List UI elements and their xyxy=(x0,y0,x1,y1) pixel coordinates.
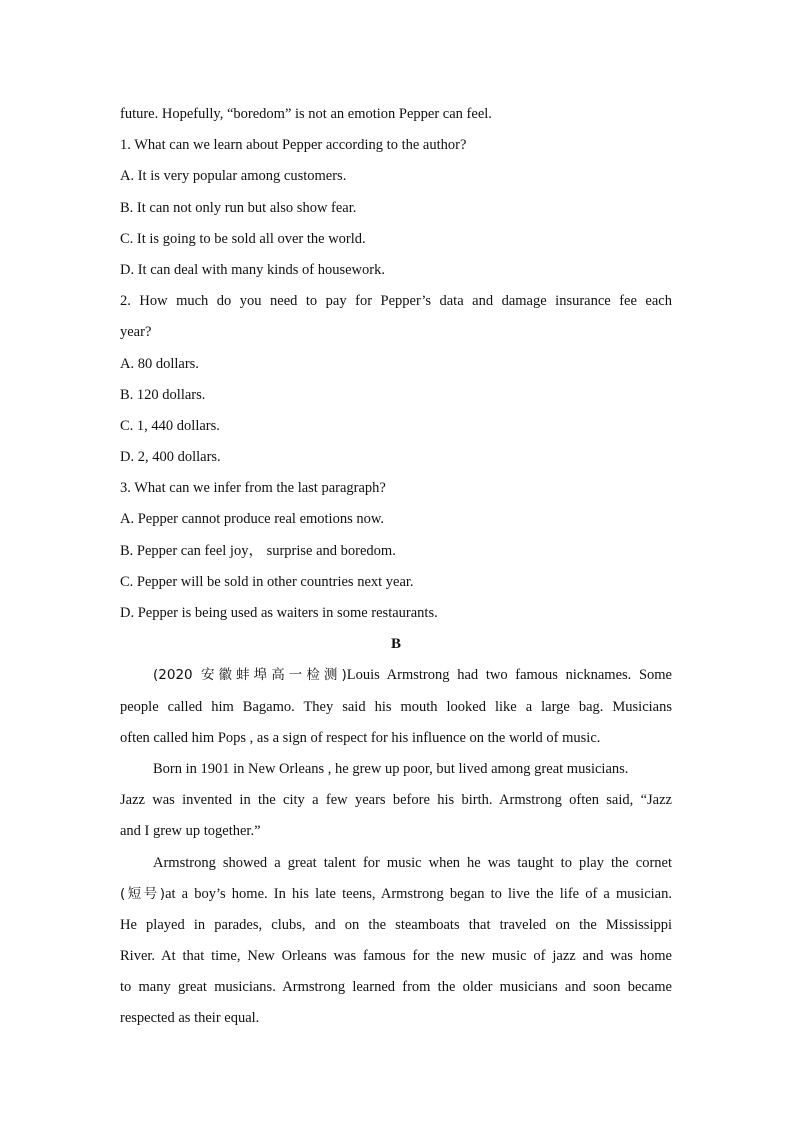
question-1-option-b: B. It can not only run but also show fear. xyxy=(120,199,357,216)
paragraph-1-line-2: people called him Bagamo. They said his mouth looked like a large bag. Musicians xyxy=(120,698,672,715)
question-1 xyxy=(120,130,672,286)
paragraph-2-line-1: Born in 1901 in New Orleans , he grew up poor, but lived among great musicians. xyxy=(153,760,629,777)
question-2-stem-line-2: year? xyxy=(120,324,152,341)
question-3-option-b: B. Pepper can feel joy， surprise and boredom. xyxy=(120,542,396,559)
paragraph-3-line-2-text: at a boy’s home. In his late teens, Armstrong began to live the life of a musician. xyxy=(165,885,672,902)
paragraph-2-line-2: Jazz was invented in the city a few years before his birth. Armstrong often said, “Jazz xyxy=(120,792,672,809)
paragraph-1-line-1-text: Louis Armstrong had two famous nicknames. Some xyxy=(346,667,672,684)
question-2-option-b: B. 120 dollars. xyxy=(120,386,206,403)
paragraph-3-line-4: River. At that time, New Orleans was famous for the new music of jazz and was home xyxy=(120,948,672,965)
document-page xyxy=(120,99,672,1035)
question-1-option-c: C. It is going to be sold all over the world. xyxy=(120,230,366,247)
cornet-gloss: (短号) xyxy=(120,885,166,902)
question-2-stem-line-1: 2. How much do you need to pay for Pepper’s data and damage insurance fee each xyxy=(120,293,672,310)
question-2-option-c: C. 1, 440 dollars. xyxy=(120,417,220,434)
question-1-option-a: A. It is very popular among customers. xyxy=(120,168,347,185)
paragraph-1 xyxy=(120,660,672,754)
question-3-option-a: A. Pepper cannot produce real emotions now. xyxy=(120,511,385,528)
question-1-option-d: D. It can deal with many kinds of housework. xyxy=(120,261,385,278)
paragraph-3 xyxy=(120,848,672,1035)
question-3-option-c: C. Pepper will be sold in other countries next year. xyxy=(120,573,414,590)
section-b-heading: B xyxy=(390,636,401,653)
source-note: (2020 安徽蚌埠高一检测) xyxy=(153,667,347,684)
question-2 xyxy=(120,286,672,473)
question-3-option-d: D. Pepper is being used as waiters in some restaurants. xyxy=(120,605,438,621)
question-2-option-a: A. 80 dollars. xyxy=(120,355,199,372)
paragraph-3-line-3: He played in parades, clubs, and on the steamboats that traveled on the Mississippi xyxy=(120,916,672,933)
paragraph-3-line-5: to many great musicians. Armstrong learned from the older musicians and soon became xyxy=(120,979,672,996)
paragraph-2-line-3: and I grew up together.” xyxy=(120,823,261,840)
paragraph-3-line-6: respected as their equal. xyxy=(120,1010,260,1027)
question-2-option-d: D. 2, 400 dollars. xyxy=(120,449,221,466)
paragraph-1-line-3: often called him Pops , as a sign of respect for his influence on the world of music. xyxy=(120,729,601,746)
paragraph-2 xyxy=(120,754,672,848)
intro-line: future. Hopefully, “boredom” is not an emotion Pepper can feel. xyxy=(120,106,492,122)
question-3-stem: 3. What can we infer from the last paragraph? xyxy=(120,480,386,497)
question-1-stem: 1. What can we learn about Pepper according to the author? xyxy=(120,137,467,154)
paragraph-3-line-2 xyxy=(120,879,672,910)
paragraph-1-line-1 xyxy=(120,660,672,691)
paragraph-3-line-1: Armstrong showed a great talent for music when he was taught to play the cornet xyxy=(153,854,672,871)
question-3 xyxy=(120,473,672,629)
